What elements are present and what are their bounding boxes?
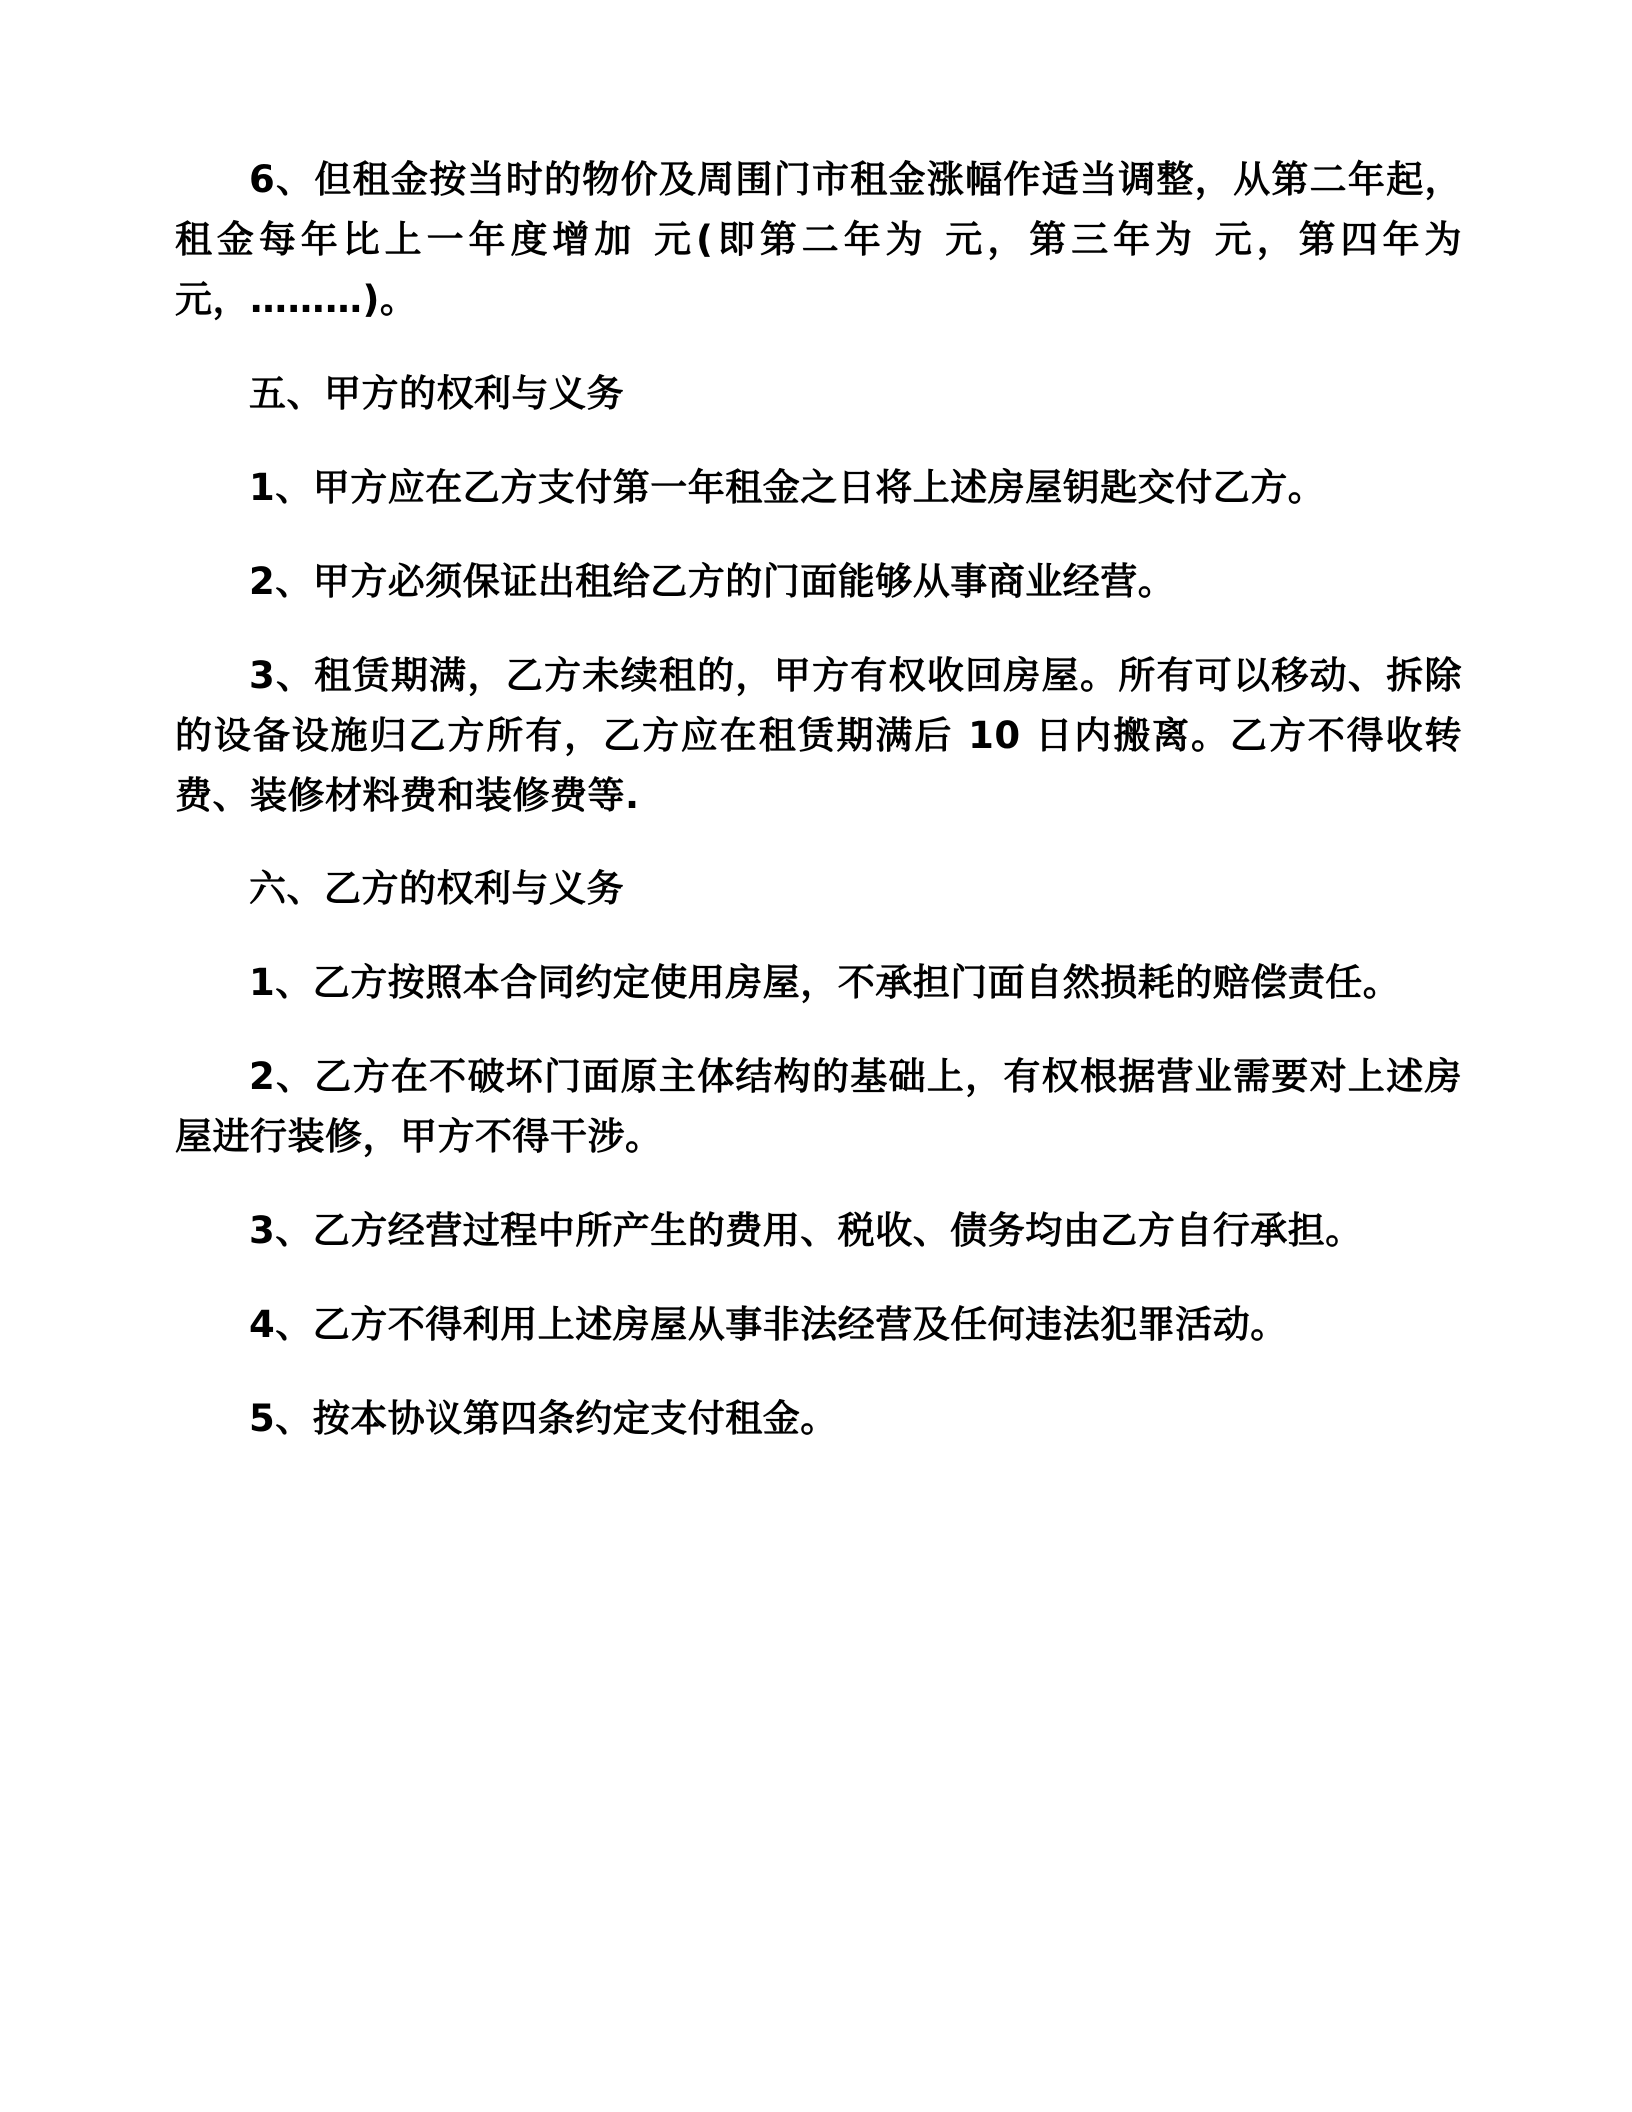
document-body <box>175 150 1462 1449</box>
contract-clause: 2、甲方必须保证出租给乙方的门面能够从事商业经营。 <box>249 559 1176 603</box>
contract-clause: 1、乙方按照本合同约定使用房屋，不承担门面自然损耗的赔偿责任。 <box>249 961 1401 1005</box>
contract-clause: 1、甲方应在乙方支付第一年租金之日将上述房屋钥匙交付乙方。 <box>249 465 1326 509</box>
contract-clause: 5、按本协议第四条约定支付租金。 <box>249 1397 838 1441</box>
contract-clause: 3、租赁期满，乙方未续租的，甲方有权收回房屋。所有可以移动、拆除的设备设施归乙方所有，乙方应在租赁期满后 10 日内搬离。乙方不得收转费、装修材料费和装修费等. <box>175 653 1462 817</box>
contract-clause: 2、乙方在不破坏门面原主体结构的基础上，有权根据营业需要对上述房屋进行装修，甲方不得干涉。 <box>175 1055 1462 1159</box>
section-heading: 五、甲方的权利与义务 <box>249 371 624 415</box>
contract-clause: 4、乙方不得利用上述房屋从事非法经营及任何违法犯罪活动。 <box>249 1303 1288 1347</box>
contract-clause: 3、乙方经营过程中所产生的费用、税收、债务均由乙方自行承担。 <box>249 1209 1363 1253</box>
contract-clause: 6、但租金按当时的物价及周围门市租金涨幅作适当调整，从第二年起，租金每年比上一年度增加 元(即第二年为 元，第三年为 元，第四年为 元，………)。 <box>175 158 1462 321</box>
section-heading: 六、乙方的权利与义务 <box>249 867 624 911</box>
